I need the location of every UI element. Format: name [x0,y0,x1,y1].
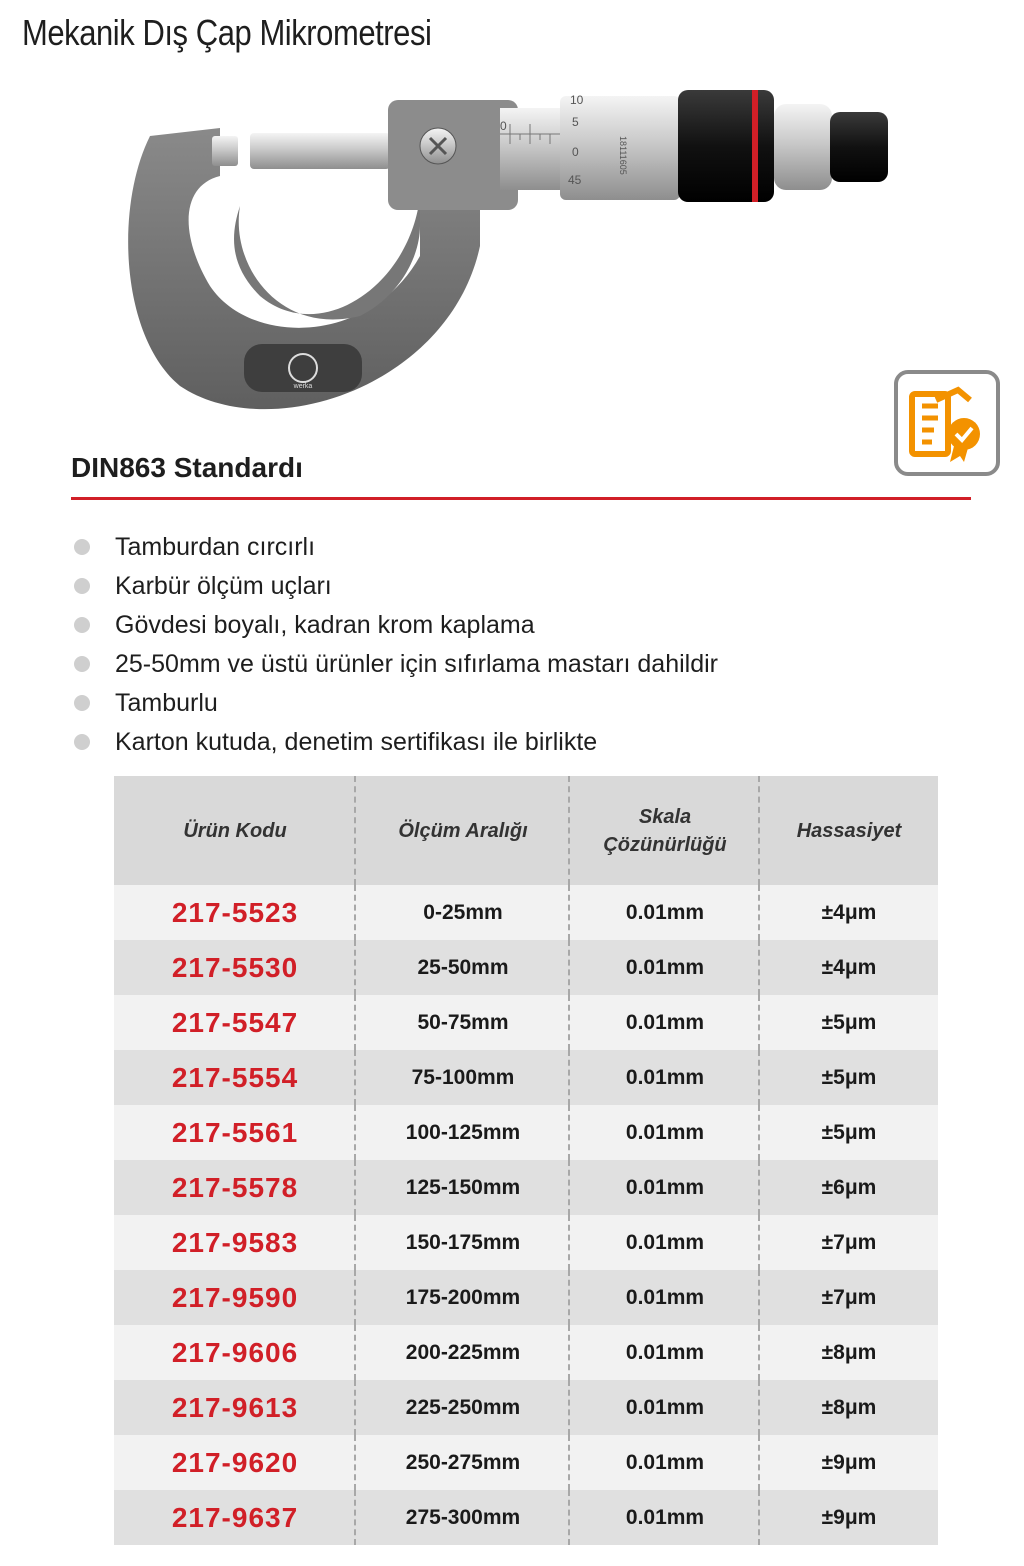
header-cell: Ürün Kodu [114,776,356,885]
table-row [114,1215,938,1270]
product-code: 217-9583 [114,1215,356,1270]
table-row [114,940,938,995]
list-item [74,684,718,723]
bullet-dot-icon [74,539,90,555]
table-cell: ±8μm [821,1340,877,1364]
table-body [114,885,938,1545]
header-cell: Ölçüm Aralığı [356,776,570,885]
table-cell: 0.01mm [570,940,760,995]
scale-label: 0 [500,119,507,133]
anvil [212,136,238,166]
bullet-dot-icon [74,695,90,711]
bullet-dot-icon [74,656,90,672]
table-row [114,1435,938,1490]
table-cell: ±5μm [821,1120,877,1144]
table-cell: 0.01mm [570,1435,760,1490]
table-cell: 0-25mm [356,885,570,940]
feature-text: Tamburdan cırcırlı [115,533,316,561]
table-cell: ±5μm [821,1010,877,1034]
feature-list [74,528,718,762]
page-title: Mekanik Dış Çap Mikrometresi [22,12,432,53]
divider [71,497,971,500]
list-item [74,645,718,684]
product-code: 217-5530 [114,940,356,995]
table-row [114,1490,938,1545]
table-cell: 0.01mm [570,1380,760,1435]
table-row [114,1325,938,1380]
header-cell: Hassasiyet [796,819,902,842]
table-row [114,1380,938,1435]
feature-text: Karton kutuda, denetim sertifikası ile birlikte [115,728,598,756]
table-cell: 0.01mm [570,1270,760,1325]
scale-label: 10 [570,93,584,107]
table-cell: 25-50mm [356,940,570,995]
product-code: 217-5578 [114,1160,356,1215]
product-code: 217-9637 [114,1490,356,1545]
table-cell: 50-75mm [356,995,570,1050]
brand-logo-text: werka [293,383,313,390]
table-cell: 125-150mm [356,1160,570,1215]
standard-heading: DIN863 Standardı [71,452,303,483]
product-table [114,776,938,1545]
list-item [74,606,718,645]
table-cell: 0.01mm [570,885,760,940]
table-cell: 0.01mm [570,1490,760,1545]
product-code: 217-9620 [114,1435,356,1490]
table-row [114,885,938,940]
feature-text: Tamburlu [115,689,218,717]
table-cell: ±9μm [821,1505,877,1529]
table-row [114,1050,938,1105]
table-cell: 0.01mm [570,1160,760,1215]
bullet-dot-icon [74,734,90,750]
scale-label: 45 [568,173,582,187]
table-cell: ±4μm [821,955,877,979]
list-item [74,567,718,606]
product-code: 217-5523 [114,885,356,940]
table-cell: ±7μm [821,1285,877,1309]
table-cell: 75-100mm [356,1050,570,1105]
product-code: 217-5554 [114,1050,356,1105]
feature-text: Gövdesi boyalı, kadran krom kaplama [115,611,535,639]
table-cell: 0.01mm [570,1325,760,1380]
table-row [114,1270,938,1325]
header-cell: Skala Çözünürlüğü [570,776,760,885]
feature-text: 25-50mm ve üstü ürünler için sıfırlama mastarı dahildir [115,650,719,678]
product-code: 217-9590 [114,1270,356,1325]
table-cell: 275-300mm [356,1490,570,1545]
scale-label: 5 [572,115,579,129]
ratchet-knob [678,90,774,202]
table-row [114,1105,938,1160]
table-cell: 150-175mm [356,1215,570,1270]
table-cell: 250-275mm [356,1435,570,1490]
table-cell: ±5μm [821,1065,877,1089]
spindle [250,133,390,169]
table-cell: 0.01mm [570,1215,760,1270]
table-cell: 200-225mm [356,1325,570,1380]
bullet-dot-icon [74,578,90,594]
table-row [114,1160,938,1215]
product-code: 217-5547 [114,995,356,1050]
micrometer-image [120,86,900,436]
table-cell: 175-200mm [356,1270,570,1325]
table-cell: 0.01mm [570,1050,760,1105]
table-cell: ±6μm [821,1175,877,1199]
table-header [114,776,938,885]
table-row [114,995,938,1050]
certificate-check-icon [894,370,1000,476]
list-item [74,528,718,567]
table-cell: ±8μm [821,1395,877,1419]
serial-number: 18111605 [618,136,628,175]
product-code: 217-9606 [114,1325,356,1380]
table-cell: 0.01mm [570,1105,760,1160]
bullet-dot-icon [74,617,90,633]
product-code: 217-9613 [114,1380,356,1435]
table-cell: ±4μm [821,900,877,924]
list-item [74,723,718,762]
table-cell: ±7μm [821,1230,877,1254]
table-cell: 0.01mm [570,995,760,1050]
product-code: 217-5561 [114,1105,356,1160]
feature-text: Karbür ölçüm uçları [115,572,332,600]
table-cell: 225-250mm [356,1380,570,1435]
table-cell: 100-125mm [356,1105,570,1160]
scale-label: 0 [572,145,579,159]
table-cell: ±9μm [821,1450,877,1474]
